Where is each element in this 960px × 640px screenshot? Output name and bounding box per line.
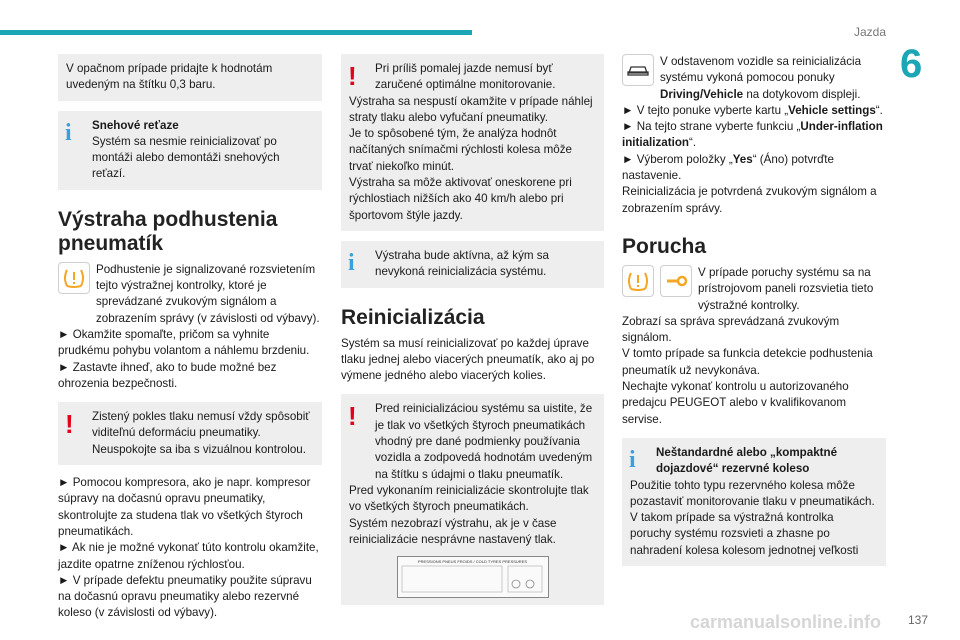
tyre-warning-icon [622, 265, 654, 297]
warning-icon: ! [348, 401, 357, 432]
warning-icon: ! [65, 409, 74, 440]
compressor-text-2: ► Ak nie je možné vykonať túto kontrolu okamžite, jazdite opatrne zníženou rýchlosťou. [58, 541, 319, 571]
info-icon: i [348, 249, 355, 276]
underinflation-text-1: Podhustenie je signalizované rozsvietením tejto výstražnej kontrolky, ktoré je sprevádzané zvukovým signálom a zobrazením správy (v závislosti od výbavy). [96, 262, 320, 325]
vehicle-menu-text: V odstavenom vozidle sa reinicializácia systému vykoná pomocou ponuky Driving/Vehicle na dotykovom displeji. [660, 55, 862, 101]
section-heading-reinit: Reinicializácia [341, 305, 485, 329]
slow-driving-text-1: Pri príliš pomalej jazde nemusí byť zaručené optimálne monitorovanie. [375, 62, 556, 92]
page-number: 137 [907, 613, 928, 627]
reinit-text: Systém sa musí reinicializovať po každej úprave tlaku jednej alebo viacerých pneumatík, ako aj po výmene jedného alebo viacerých kolies. [341, 336, 595, 383]
watermark: carmanualsonline.info [690, 612, 882, 632]
fault-text-3: V tomto prípade sa funkcia detekcie podhustenia pneumatík už nevykonáva. [622, 347, 873, 377]
pressure-note-box [58, 54, 322, 101]
step-3: ► Výberom položky „Yes“ (Áno) potvrďte nastavenie. [622, 152, 834, 183]
tyre-pressure-label-image [397, 556, 549, 598]
warning-icon: ! [348, 61, 357, 91]
vehicle-menu-row [622, 54, 886, 103]
section-heading-fault: Porucha [622, 234, 707, 258]
pressure-note-text: V opačnom prípade pridajte k hodnotám uvedeným na štítku 0,3 baru. [66, 62, 273, 92]
fault-text-1: V prípade poruchy systému sa na prístrojovom paneli rozsvietia tieto výstražné kontrolky. [698, 265, 874, 312]
pressure-drop-text-1: Zistený pokles tlaku nemusí vždy spôsobiť viditeľnú deformáciu pneumatiky. [92, 410, 310, 440]
compressor-text-1: ► Pomocou kompresora, ako je napr. kompresor súpravy na dočasnú opravu pneumatiky, skontrolujte za studena tlak vo všetkých štyroch pneumatikách. [58, 476, 311, 538]
slow-driving-text-3: Je to spôsobené tým, že analýza hodnôt načítaných snímačmi rýchlosti kolesa môže trvať niekoľko minút. [349, 127, 572, 173]
fault-row [622, 265, 886, 314]
slow-driving-warning-box [341, 54, 604, 231]
snow-chains-text: Systém sa nesmie reinicializovať po montáži alebo demontáži snehových reťazí. [92, 134, 280, 181]
info-icon: i [65, 119, 72, 146]
column-1 [58, 54, 322, 622]
compressor-text-3: ► V prípade defektu pneumatiky použite súpravu na dočasnú opravu pneumatiky alebo rezervné koleso (v závislosti od výbavy). [58, 573, 312, 620]
reinit-info-text: Výstraha bude aktívna, až kým sa nevykoná reinicializácia systému. [375, 248, 549, 279]
spare-wheel-text-1: Použitie tohto typu rezervného kolesa môže pozastaviť monitorovanie tlaku v pneumatikách. [630, 478, 875, 508]
wrench-icon [660, 265, 692, 297]
pressure-drop-warning-box [58, 402, 322, 465]
spare-wheel-text-2: V takom prípade sa výstražná kontrolka poruchy systému rozsvieti a zhasne po nahradení kolesa kolesom jednotnej veľkosti [630, 511, 859, 557]
step-1: ► V tejto ponuke vyberte kartu „Vehicle settings“. [622, 103, 883, 117]
section-title: Jazda [853, 25, 886, 39]
spare-wheel-info-box [622, 438, 886, 566]
snow-chains-info-box [58, 111, 322, 190]
fault-text-2: Zobrazí sa správa sprevádzaná zvukovým signálom. [622, 314, 840, 345]
tyre-warning-icon [58, 262, 90, 294]
fault-text-4: Nechajte vykonať kontrolu u autorizovaného predajcu PEUGEOT alebo v kvalifikovanom servise. [622, 380, 849, 426]
slow-driving-text-2: Výstraha sa nespustí okamžite v prípade náhlej straty tlaku alebo vyfučaní pneumatiky. [349, 94, 593, 124]
column-2 [341, 54, 604, 615]
tyre-pressure-label-title: PRESSIONS PNEUS FROIDS / COLD TYRES PRESSURES [417, 559, 528, 565]
reinit-warning-text-1a: Pred reinicializáciou systému sa uistite, že je tlak vo všetkých štyroch pneumatikách vhodný pre dané podmienky používania vozidla a zodpovedá hodnotám uvedeným na štítku s údajmi o tlaku pneumatík. [375, 402, 593, 481]
step-2: ► Na tejto strane vyberte funkciu „Under-inflation initialization“. [622, 120, 883, 150]
car-icon [622, 54, 654, 86]
spare-wheel-title: Neštandardné alebo „kompaktné dojazdové“ rezervné koleso [656, 445, 838, 476]
pressure-drop-text-2: Neuspokojte sa iba s vizuálnou kontrolou. [92, 442, 306, 456]
underinflation-intro [58, 262, 322, 327]
header-accent-bar [0, 30, 472, 35]
reinit-warning-text-3: Systém nezobrazí výstrahu, ak je v čase reinicializácie nesprávne nastavený tlak. [349, 516, 557, 546]
confirm-text: Reinicializácia je potvrdená zvukovým signálom a zobrazením správy. [622, 185, 877, 215]
reinit-warning-text-2: Pred vykonaním reinicializácie skontrolujte tlak vo všetkých štyroch pneumatikách. [349, 483, 589, 514]
reinit-info-box [341, 241, 604, 288]
underinflation-text-3: ► Zastavte ihneď, ako to bude možné bez ohrozenia bezpečnosti. [58, 360, 277, 390]
chapter-number: 6 [900, 42, 923, 86]
underinflation-text-2: ► Okamžite spomaľte, pričom sa vyhnite prudkému pohybu volantom a náhlemu brzdeniu. [58, 327, 310, 358]
snow-chains-title: Snehové reťaze [92, 118, 179, 132]
info-icon: i [629, 446, 636, 473]
section-heading-underinflation: Výstraha podhustenia pneumatík [58, 207, 278, 255]
column-3 [622, 54, 886, 576]
slow-driving-text-4: Výstraha sa môže aktivovať oneskorene pri rýchlostiach nižších ako 40 km/h alebo pri športovom štýle jazdy. [349, 176, 572, 222]
reinit-warning-box [341, 394, 604, 605]
